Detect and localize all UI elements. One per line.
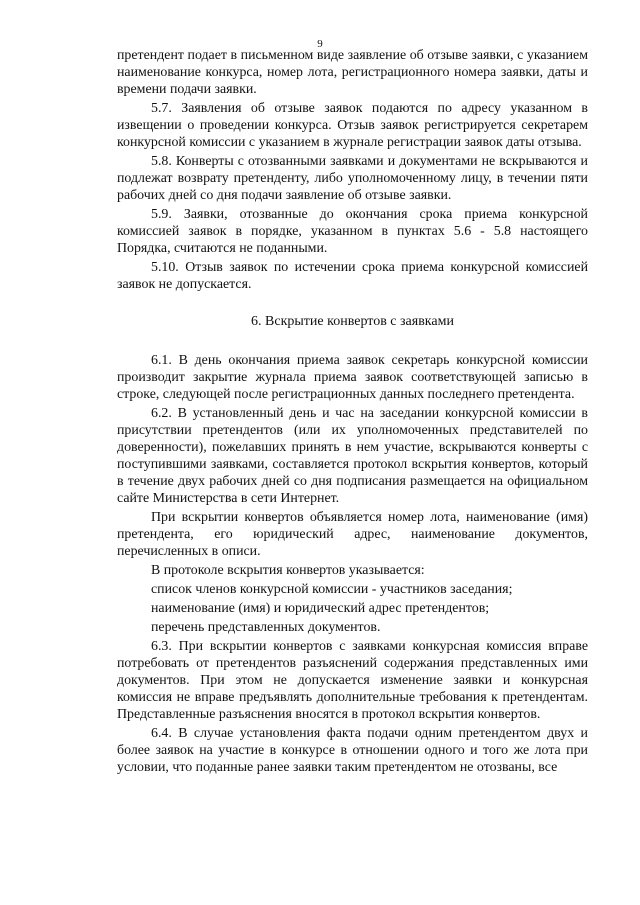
section-heading: 6. Вскрытие конвертов с заявками xyxy=(251,314,454,329)
protocol-list xyxy=(117,581,588,636)
paragraph-6-3: 6.3. При вскрытии конвертов с заявками конкурсная комиссия вправе потребовать от претендентов разъяснений содержания представленных ими документов. При этом не допускается изменение заявки и конкурсная комиссия не вправе предъявлять дополнительные требования к претендентам. Представленные разъяснения вносятся в протокол вскрытия конвертов. xyxy=(117,639,588,722)
paragraph-6-4: 6.4. В случае установления факта подачи одним претендентом двух и более заявок на участие в конкурсе в отношении одного и того же лота при условии, что поданные ранее заявки таким претендентом не отозваны, все xyxy=(117,726,588,775)
paragraph-5-8: 5.8. Конверты с отозванными заявками и документами не вскрываются и подлежат возврату претенденту, либо уполномоченному лицу, в течении пяти рабочих дней со дня подачи заявление об отзыве заявки. xyxy=(117,154,588,203)
list-item: список членов конкурсной комиссии - участников заседания; xyxy=(151,582,513,597)
paragraph-6-2: 6.2. В установленный день и час на заседании конкурсной комиссии в присутствии претендентов (или их уполномоченных представителей по доверенности), пожелавших принять в нем участие, вскрываются конверты с поступившими заявками, составляется протокол вскрытия конвертов, который в течение двух рабочих дней со дня подписания размещается на официальном сайте Министерства в сети Интернет. xyxy=(117,406,588,506)
paragraph-6-1: 6.1. В день окончания приема заявок секретарь конкурсной комиссии производит закрытие журнала приема заявок соответствующей записью в строке, следующей после регистрационных данных последнего претендента. xyxy=(117,353,588,402)
paragraph-protocol: В протоколе вскрытия конвертов указывается: xyxy=(151,563,425,578)
list-item: перечень представленных документов. xyxy=(151,620,381,635)
paragraph-5-10: 5.10. Отзыв заявок по истечении срока приема конкурсной комиссией заявок не допускается. xyxy=(117,260,588,292)
paragraph-continuation: претендент подает в письменном виде заявление об отзыве заявки, с указанием наименование конкурса, номер лота, регистрационного номера заявки, даты и времени подачи заявки. xyxy=(117,48,588,97)
document-body xyxy=(117,34,588,776)
paragraph-5-7: 5.7. Заявления об отзыве заявок подаются по адресу указанном в извещении о проведении конкурса. Отзыв заявок регистрируется секретарем конкурсной комиссии с указанием в журнале регистрации заявок даты отзыва. xyxy=(117,101,588,150)
list-item: наименование (имя) и юридический адрес претендентов; xyxy=(151,601,490,616)
paragraph-announce: При вскрытии конвертов объявляется номер лота, наименование (имя) претендента, его юридический адрес, наименование документов, перечисленных в описи. xyxy=(117,510,588,559)
page-number: 9 xyxy=(317,38,323,50)
paragraph-5-9: 5.9. Заявки, отозванные до окончания срока приема конкурсной комиссией заявок в порядке, указанном в пунктах 5.6 - 5.8 настоящего Порядка, считаются не поданными. xyxy=(117,207,588,256)
